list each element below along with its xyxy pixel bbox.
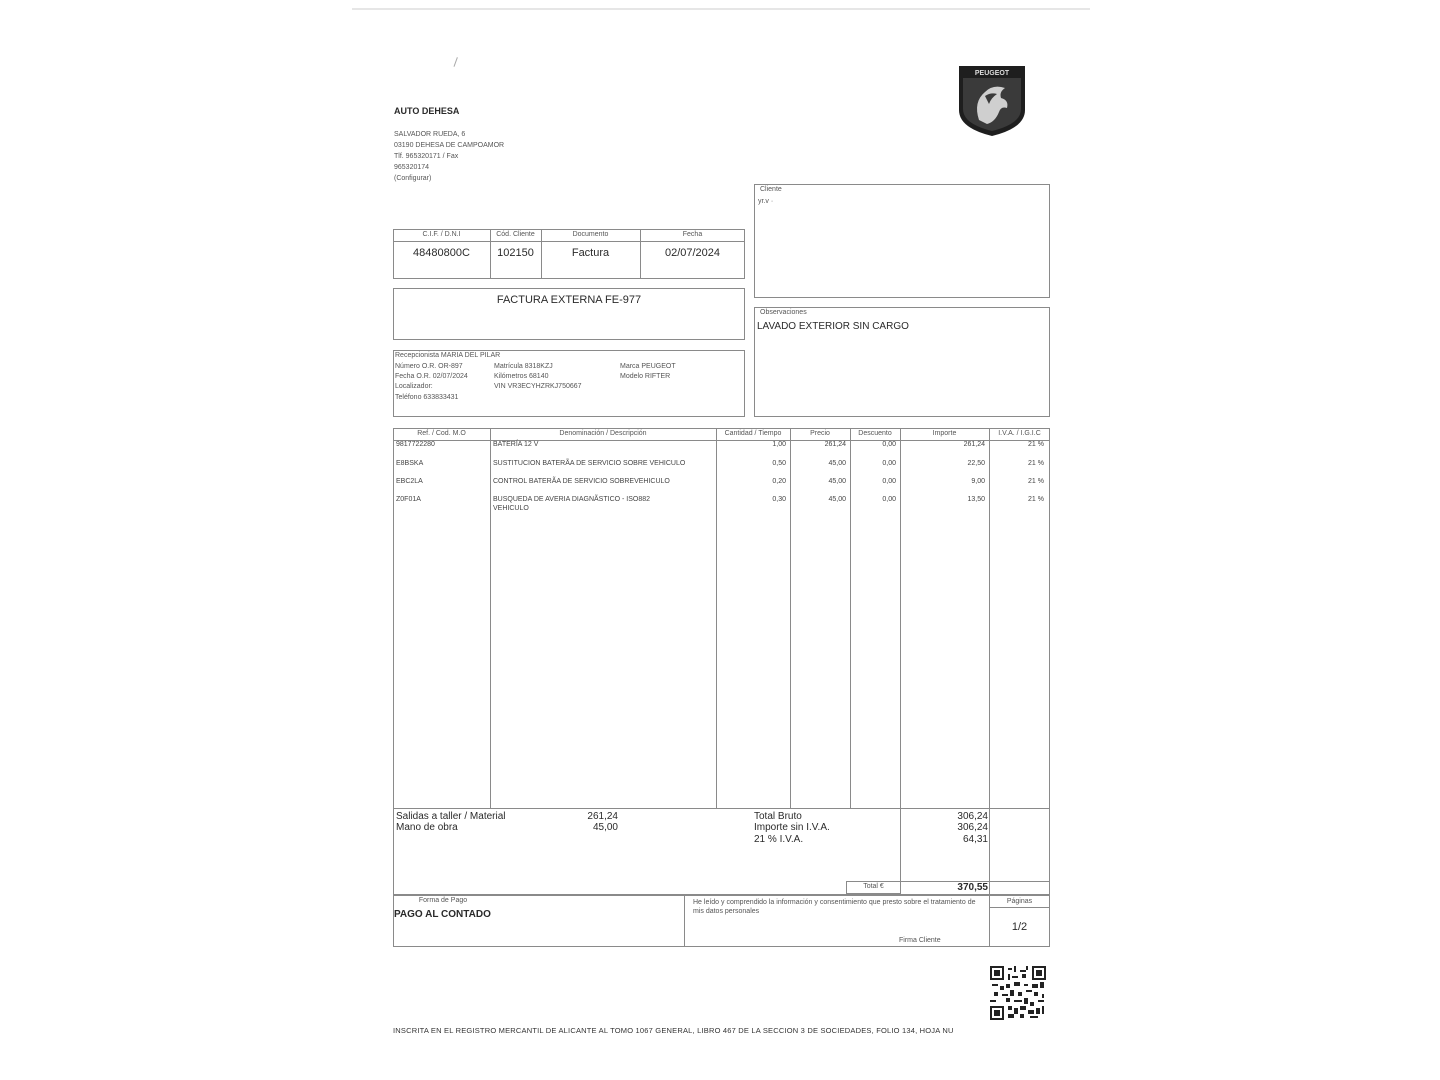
client-code-value: 102150	[497, 247, 534, 259]
gross-label: Total Bruto	[754, 811, 802, 822]
row-price: 45,00	[828, 496, 846, 503]
vin: VIN VR3ECYHZRKJ750667	[494, 383, 582, 390]
row-ref: 9817722280	[396, 441, 435, 448]
peugeot-logo-icon	[955, 62, 1029, 138]
gross-value: 306,24	[957, 811, 988, 822]
total-label: Total €	[863, 883, 884, 890]
row-discount: 0,00	[882, 496, 896, 503]
col-discount-header: Descuento	[858, 430, 892, 437]
address-line-2: 03190 DEHESA DE CAMPOAMOR	[394, 142, 505, 149]
client-label: Cliente	[760, 186, 782, 193]
brand-text: PEUGEOT	[974, 70, 1010, 77]
row-iva: 21 %	[1028, 460, 1044, 467]
make: Marca PEUGEOT	[620, 363, 676, 370]
address-line-3: Tlf. 965320171 / Fax	[394, 153, 459, 160]
pages-label: Páginas	[1006, 898, 1033, 905]
document-value: Factura	[571, 247, 610, 259]
payment-label: Forma de Pago	[418, 897, 468, 904]
lines-table	[393, 428, 1050, 809]
row-ref: EBC2LA	[396, 478, 423, 485]
qr-code-icon	[990, 966, 1046, 1020]
invoice-title: FACTURA EXTERNA FE-977	[496, 294, 642, 306]
col-desc-header: Denominación / Descripción	[559, 430, 647, 437]
date-value: 02/07/2024	[664, 247, 721, 259]
client-value: yr.v ·	[758, 198, 774, 205]
col-qty-header: Cantidad / Tiempo	[724, 430, 782, 437]
col-price-header: Precio	[810, 430, 830, 437]
mileage: Kilómetros 68140	[494, 373, 549, 380]
locator: Localizador:	[395, 383, 433, 390]
row-amount: 22,50	[967, 460, 985, 467]
row-discount: 0,00	[882, 441, 896, 448]
material-label: Salidas a taller / Material	[396, 811, 506, 822]
row-discount: 0,00	[882, 478, 896, 485]
page-top-edge	[352, 8, 1090, 10]
address-line-1: SALVADOR RUEDA, 6	[394, 131, 466, 138]
or-date: Fecha O.R. 02/07/2024	[395, 373, 468, 380]
col-amount-header: Importe	[932, 430, 957, 437]
pages-value: 1/2	[1011, 921, 1028, 933]
vat-value: 64,31	[962, 834, 988, 845]
row-qty: 0,30	[772, 496, 786, 503]
row-iva: 21 %	[1028, 441, 1044, 448]
consent-text: He leído y comprendido la información y consentimiento que presto sobre el tratamiento de mis datos personales	[693, 899, 976, 915]
model: Modelo RIFTER	[620, 373, 671, 380]
row-amount: 13,50	[967, 496, 985, 503]
row-desc-continued: VEHICULO	[493, 505, 529, 512]
scan-speck	[454, 57, 464, 69]
plate: Matrícula 8318KZJ	[494, 363, 553, 370]
row-desc: BATERÍA 12 V	[493, 441, 539, 448]
address-line-4: 965320174	[394, 164, 430, 171]
row-ref: E8BSKA	[396, 460, 424, 467]
phone: Teléfono 633833431	[395, 394, 459, 401]
vat-label: 21 % I.V.A.	[754, 834, 804, 845]
row-iva: 21 %	[1028, 478, 1044, 485]
row-desc: BUSQUEDA DE AVERIA DIAGNÃSTICO - ISO882	[493, 496, 651, 503]
row-qty: 0,20	[772, 478, 786, 485]
date-header: Fecha	[682, 231, 703, 238]
row-amount: 261,24	[963, 441, 985, 448]
col-iva-header: I.V.A. / I.G.I.C	[998, 430, 1041, 437]
total-value: 370,55	[957, 882, 988, 893]
material-value: 261,24	[587, 811, 618, 822]
registry-footer: INSCRITA EN EL REGISTRO MERCANTIL DE ALICANTE AL TOMO 1067 GENERAL, LIBRO 467 DE LA SECCION 3 DE SOCIEDADES, FOLIO 134, HOJA NU	[393, 1026, 954, 1035]
observations-value: LAVADO EXTERIOR SIN CARGO	[757, 321, 909, 332]
row-discount: 0,00	[882, 460, 896, 467]
client-code-header: Cód. Cliente	[496, 231, 535, 238]
address-line-5: (Configurar)	[394, 175, 432, 182]
row-amount: 9,00	[971, 478, 985, 485]
row-iva: 21 %	[1028, 496, 1044, 503]
receptionist: Recepcionista MARIA DEL PILAR	[395, 352, 501, 359]
row-price: 45,00	[828, 460, 846, 467]
net-value: 306,24	[957, 822, 988, 833]
row-desc: SUSTITUCION BATERÃA DE SERVICIO SOBRE VEHICULO	[493, 460, 686, 467]
payment-value: PAGO AL CONTADO	[394, 909, 491, 920]
labor-label: Mano de obra	[396, 822, 458, 833]
net-label: Importe sin I.V.A.	[754, 822, 830, 833]
row-qty: 0,50	[772, 460, 786, 467]
company-address	[394, 129, 504, 184]
cif-value: 48480800C	[413, 247, 470, 259]
company-name: AUTO DEHESA	[394, 106, 460, 116]
row-desc: CONTROL BATERÃA DE SERVICIO SOBREVEHICULO	[493, 478, 670, 485]
or-number: Número O.R. OR-897	[395, 363, 463, 370]
col-ref-header: Ref. / Cod. M.O	[417, 430, 466, 437]
row-qty: 1,00	[772, 441, 786, 448]
document-header: Documento	[572, 231, 609, 238]
row-price: 261,24	[824, 441, 846, 448]
client-box	[754, 184, 1050, 298]
row-ref: Z0F01A	[396, 496, 421, 503]
cif-header: C.I.F. / D.N.I	[422, 231, 461, 238]
row-price: 45,00	[828, 478, 846, 485]
observations-label: Observaciones	[760, 309, 807, 316]
signature-label: Firma Cliente	[899, 937, 941, 944]
labor-value: 45,00	[592, 822, 618, 833]
